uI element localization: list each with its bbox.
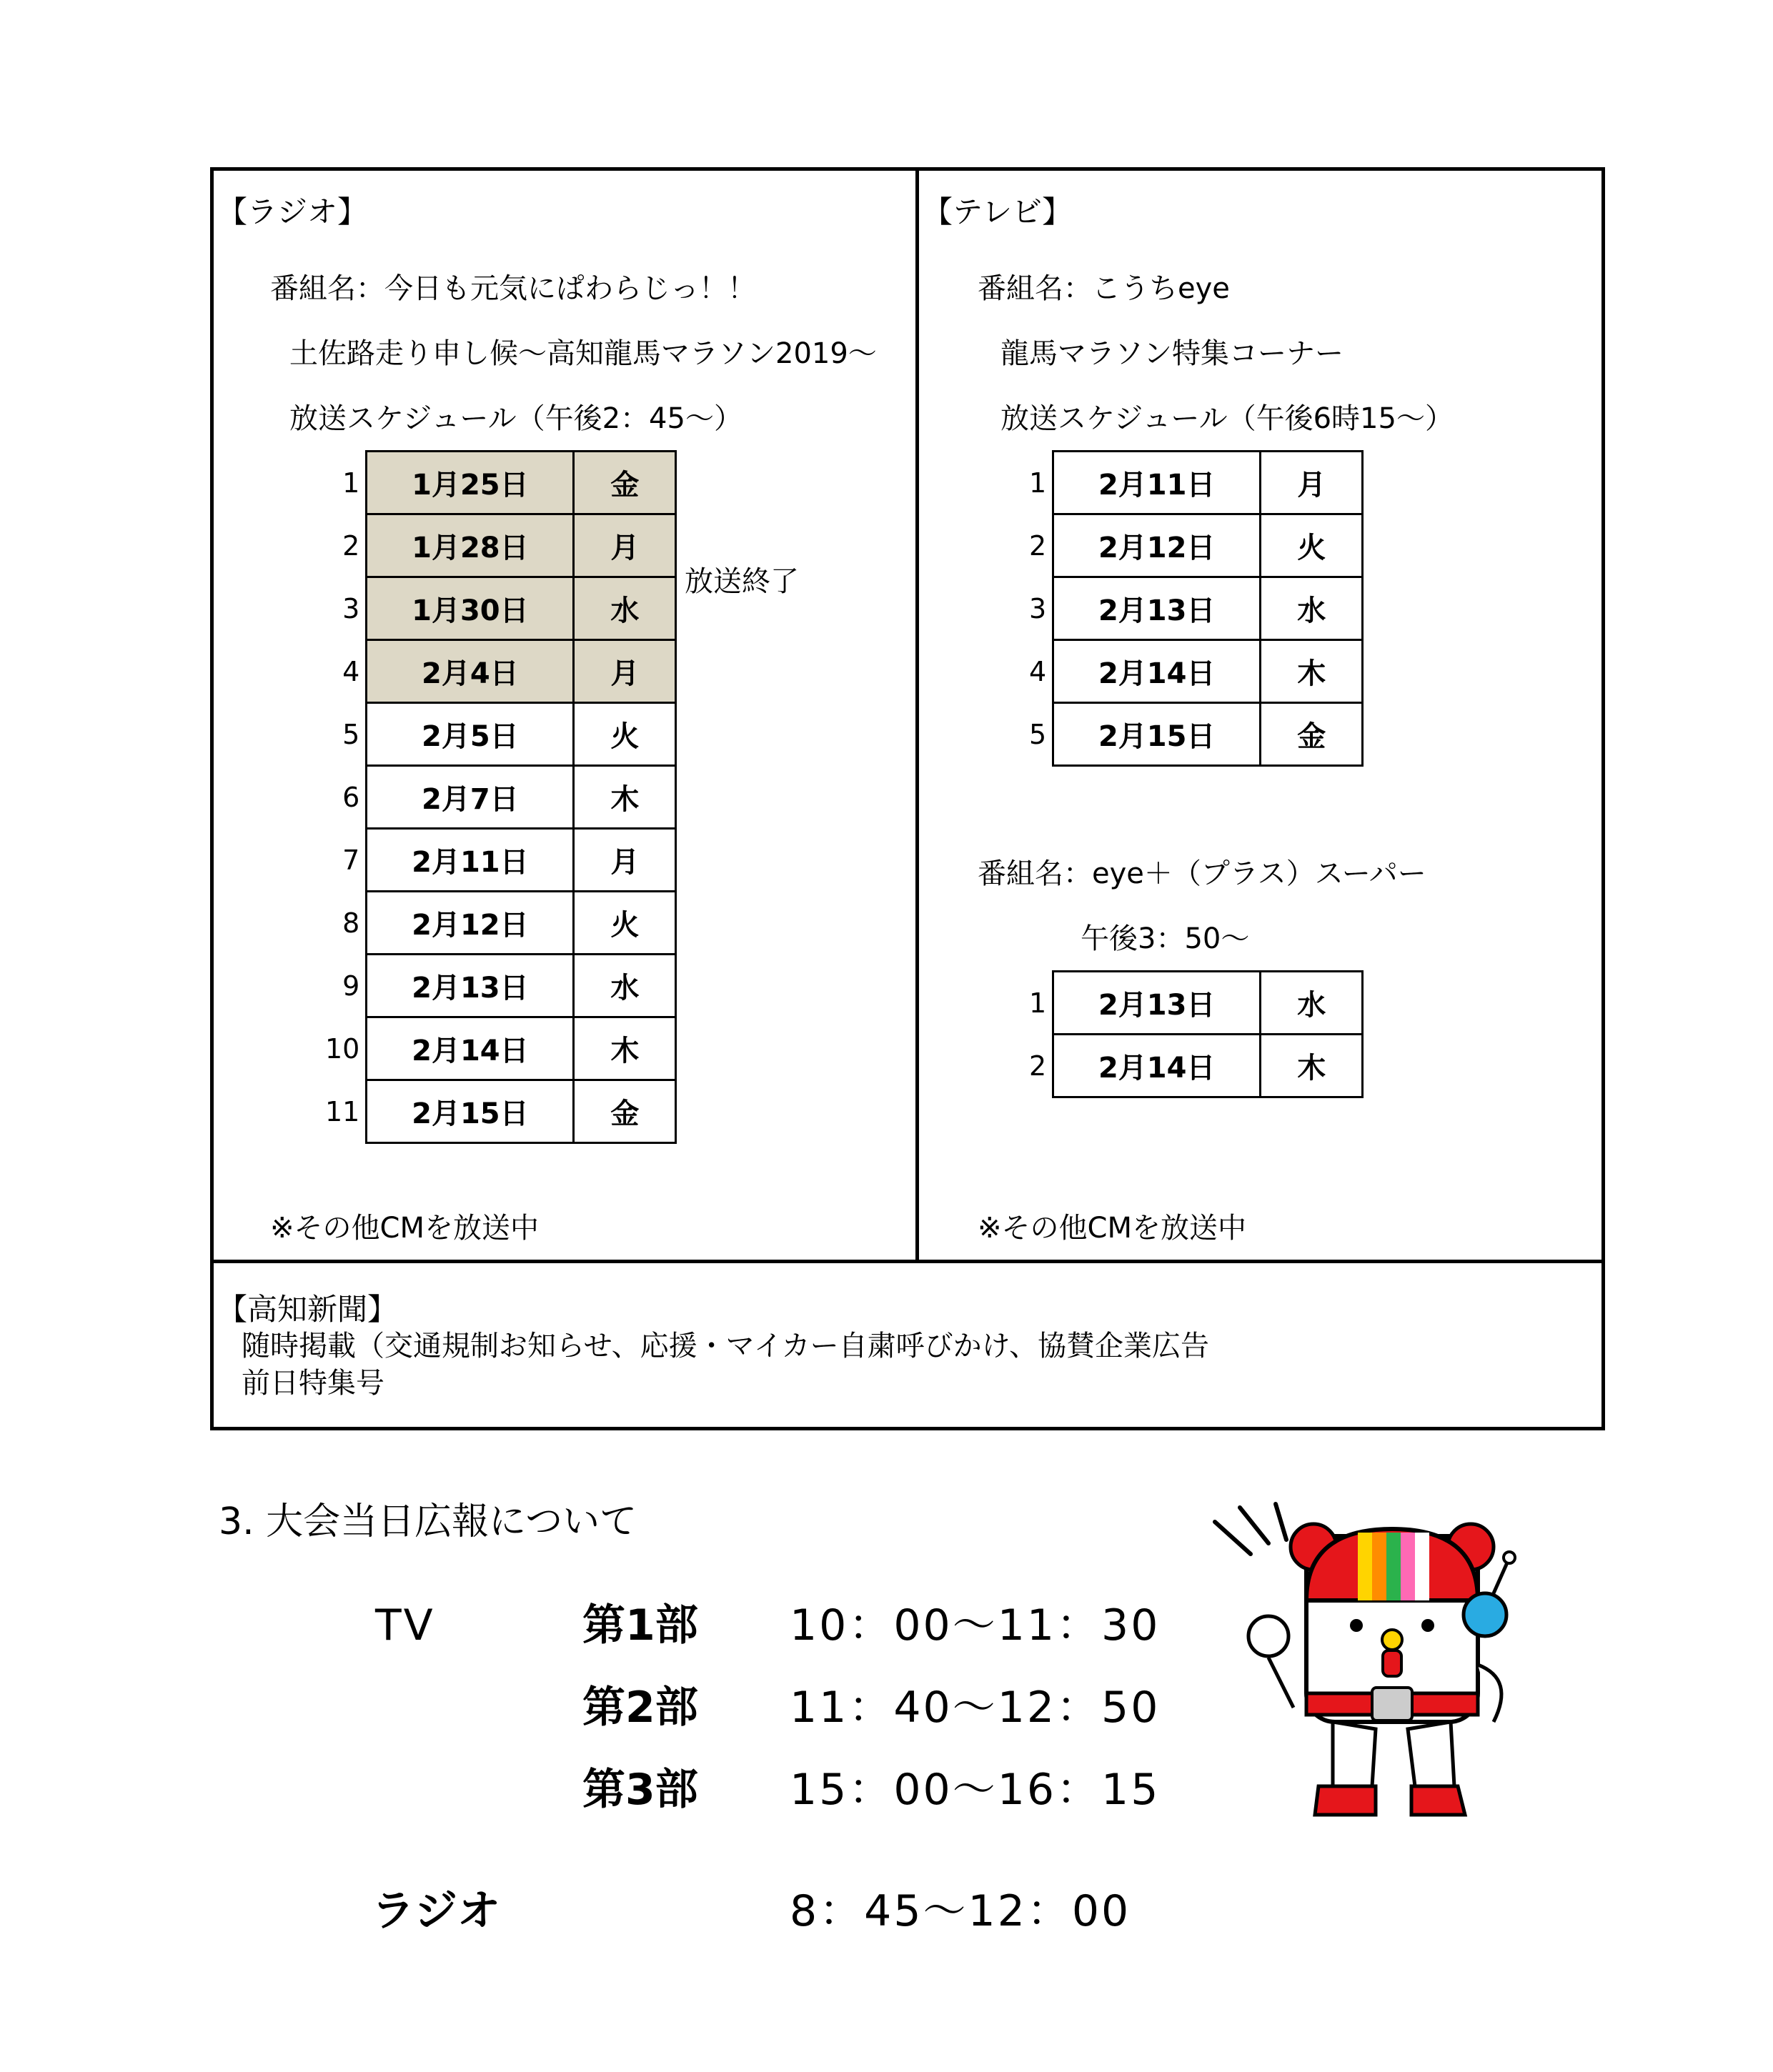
mascot-left-boot <box>1315 1786 1376 1815</box>
mascot-headphone <box>1464 1593 1506 1636</box>
row-number: 1 <box>342 467 360 499</box>
row-weekday: 月 <box>574 640 676 703</box>
mascot-nose <box>1382 1630 1402 1650</box>
row-number: 2 <box>1029 1050 1047 1082</box>
row-weekday: 火 <box>1261 514 1363 577</box>
row-number: 11 <box>325 1095 360 1127</box>
row-divider <box>210 1260 1605 1263</box>
mascot-left-eye <box>1350 1619 1363 1632</box>
tv-heading: 【テレビ】 <box>923 194 1073 229</box>
schedule-row <box>325 452 676 514</box>
schedule-row <box>325 1080 676 1143</box>
radio-program-name: 番組名：今日も元気にぱわらじっ！！ <box>270 272 756 305</box>
row-date: 2月12日 <box>367 892 574 955</box>
row-weekday: 水 <box>1261 972 1363 1035</box>
row-weekday: 月 <box>574 829 676 892</box>
newspaper-line2: 前日特集号 <box>242 1367 384 1400</box>
section3-title: 3. 大会当日広報について <box>219 1500 637 1543</box>
row-date: 2月14日 <box>1053 1035 1261 1097</box>
schedule-row <box>325 892 676 955</box>
row-number: 5 <box>342 718 360 750</box>
row-weekday: 水 <box>574 577 676 640</box>
row-weekday: 木 <box>1261 1035 1363 1097</box>
schedule-row <box>1029 452 1363 514</box>
schedule-row <box>325 1017 676 1080</box>
row-weekday: 木 <box>1261 640 1363 703</box>
tv-corner-title: 龍馬マラソン特集コーナー <box>1000 337 1344 370</box>
row-date: 2月15日 <box>1053 703 1261 766</box>
part-1-label: 第1部 <box>582 1600 698 1650</box>
part-3-time: 15：00～16：15 <box>790 1765 1161 1815</box>
row-date: 2月5日 <box>367 703 574 766</box>
schedule-row <box>325 514 676 577</box>
row-number: 3 <box>342 592 360 624</box>
radio-schedule-table <box>325 450 677 1144</box>
row-date: 2月14日 <box>1053 640 1261 703</box>
row-number: 1 <box>1029 467 1047 499</box>
radio-label: ラジオ <box>372 1886 500 1936</box>
schedule-row <box>1029 703 1363 766</box>
broadcast-ended-note: 放送終了 <box>685 565 799 598</box>
row-weekday: 月 <box>574 514 676 577</box>
row-date: 2月11日 <box>1053 452 1261 514</box>
row-number: 2 <box>342 529 360 562</box>
row-weekday: 金 <box>1261 703 1363 766</box>
schedule-row <box>325 829 676 892</box>
row-number: 2 <box>1029 529 1047 562</box>
row-number: 1 <box>1029 987 1047 1019</box>
tv-label: TV <box>375 1600 435 1650</box>
newspaper-heading: 【高知新聞】 <box>217 1292 398 1327</box>
row-number: 9 <box>342 970 360 1002</box>
schedule-row <box>325 766 676 829</box>
row-number: 8 <box>342 907 360 939</box>
row-weekday: 火 <box>574 892 676 955</box>
part-2-time: 11：40～12：50 <box>790 1683 1161 1733</box>
schedule-row <box>1029 1035 1363 1097</box>
row-number: 7 <box>342 844 360 876</box>
row-number: 10 <box>325 1032 360 1065</box>
radio-time: 8：45～12：00 <box>790 1886 1131 1936</box>
row-date: 2月13日 <box>1053 972 1261 1035</box>
tv-program-name: 番組名：こうちeye <box>978 272 1230 305</box>
row-date: 1月25日 <box>367 452 574 514</box>
schedule-row <box>325 955 676 1017</box>
row-weekday: 月 <box>1261 452 1363 514</box>
newspaper-line1: 随時掲載（交通規制お知らせ、応援・マイカー自粛呼びかけ、協賛企業広告 <box>242 1330 1209 1363</box>
row-weekday: 金 <box>574 1080 676 1143</box>
schedule-row <box>1029 972 1363 1035</box>
part-3-label: 第3部 <box>582 1765 698 1815</box>
schedule-row <box>325 703 676 766</box>
mascot-illustration <box>1201 1493 1544 1843</box>
column-divider <box>915 167 919 1263</box>
row-date: 2月11日 <box>367 829 574 892</box>
part-1-time: 10：00～11：30 <box>790 1600 1161 1650</box>
schedule-row <box>325 640 676 703</box>
exclamation-marks <box>1215 1504 1286 1554</box>
row-number: 5 <box>1029 718 1047 750</box>
tv-program2-name: 番組名：eye＋（プラス）スーパー <box>978 857 1426 890</box>
tv-footnote: ※その他CMを放送中 <box>978 1212 1246 1245</box>
row-weekday: 水 <box>574 955 676 1017</box>
row-number: 3 <box>1029 592 1047 624</box>
row-number: 4 <box>1029 655 1047 687</box>
row-weekday: 水 <box>1261 577 1363 640</box>
row-date: 2月15日 <box>367 1080 574 1143</box>
row-date: 2月14日 <box>367 1017 574 1080</box>
row-weekday: 木 <box>574 766 676 829</box>
tv-program2-time: 午後3：50～ <box>1081 922 1250 955</box>
tv-schedule-label: 放送スケジュール（午後6時15～） <box>1000 402 1454 435</box>
row-date: 2月13日 <box>367 955 574 1017</box>
row-date: 1月28日 <box>367 514 574 577</box>
part-2-label: 第2部 <box>582 1683 698 1733</box>
row-date: 2月7日 <box>367 766 574 829</box>
radio-heading: 【ラジオ】 <box>217 194 368 229</box>
row-number: 6 <box>342 781 360 813</box>
row-date: 2月4日 <box>367 640 574 703</box>
row-date: 1月30日 <box>367 577 574 640</box>
mascot-raised-fist <box>1248 1616 1288 1656</box>
radio-schedule-label: 放送スケジュール（午後2：45～） <box>289 402 743 435</box>
tv-program2-table <box>1029 970 1364 1098</box>
row-weekday: 金 <box>574 452 676 514</box>
mascot-right-boot <box>1411 1786 1465 1815</box>
schedule-row <box>1029 577 1363 640</box>
tv-schedule-table <box>1029 450 1364 767</box>
row-number: 4 <box>342 655 360 687</box>
row-date: 2月12日 <box>1053 514 1261 577</box>
schedule-row <box>325 577 676 640</box>
schedule-row <box>1029 514 1363 577</box>
row-weekday: 木 <box>574 1017 676 1080</box>
row-date: 2月13日 <box>1053 577 1261 640</box>
radio-corner-title: 土佐路走り申し候～高知龍馬マラソン2019～ <box>289 337 877 370</box>
radio-footnote: ※その他CMを放送中 <box>270 1212 539 1245</box>
mascot-right-eye <box>1421 1619 1434 1632</box>
row-weekday: 火 <box>574 703 676 766</box>
schedule-row <box>1029 640 1363 703</box>
